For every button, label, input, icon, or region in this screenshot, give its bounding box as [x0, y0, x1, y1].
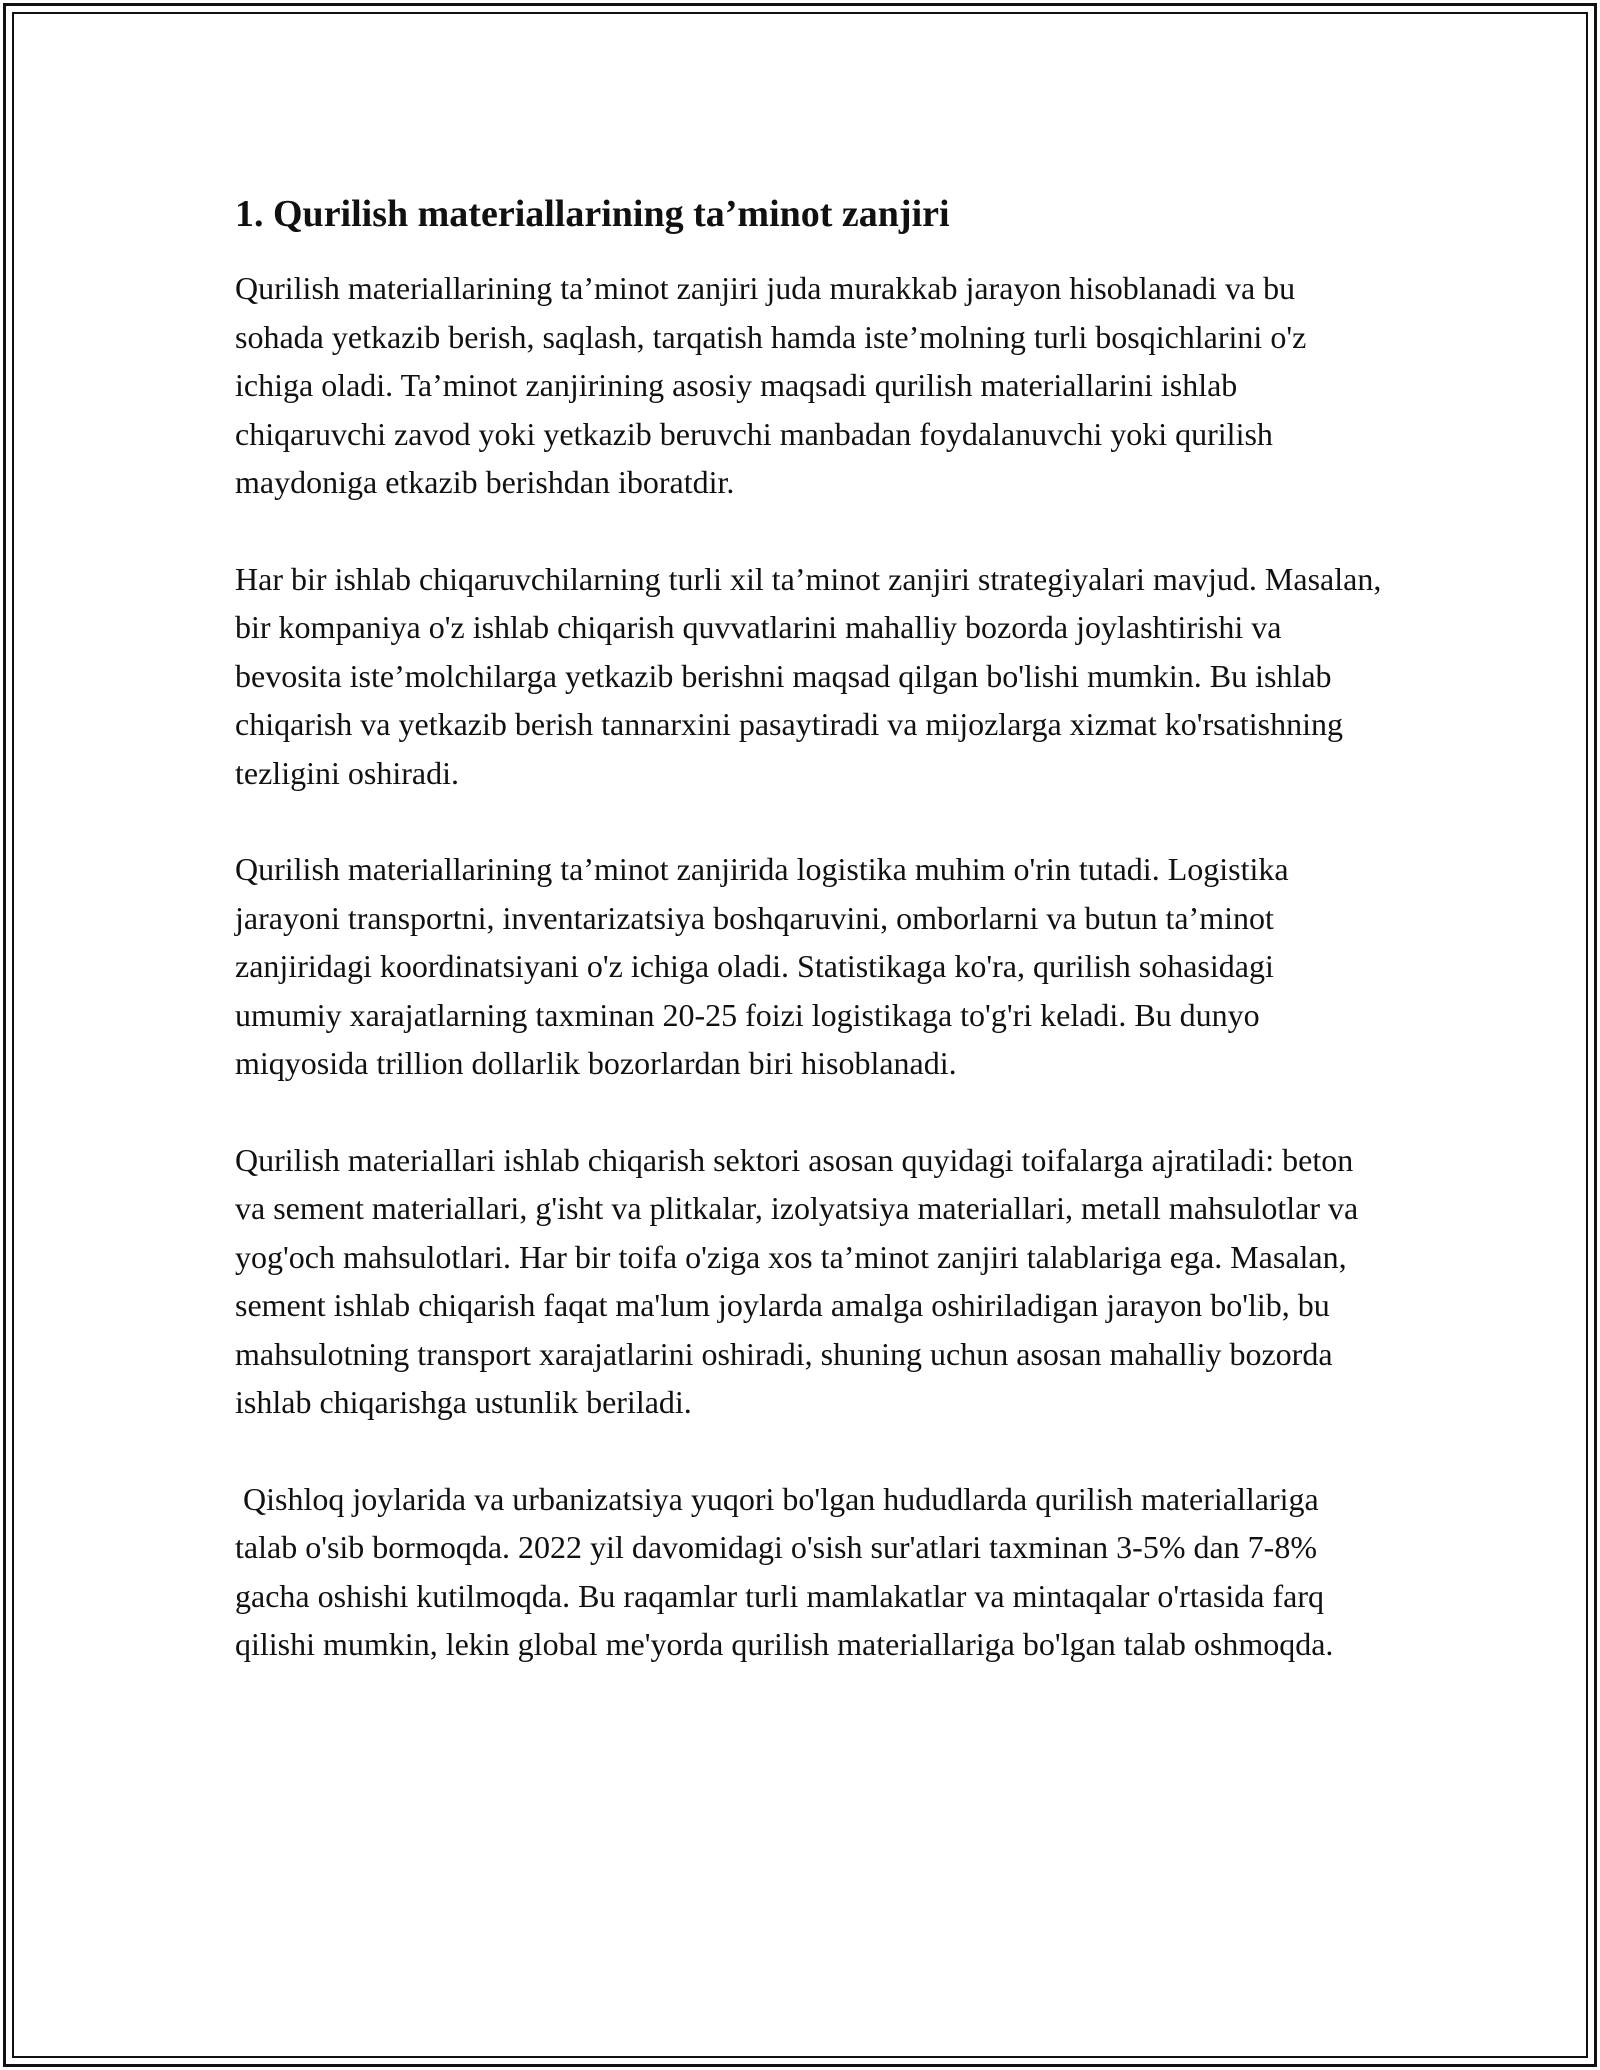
section-heading: 1. Qurilish materiallarining ta’minot zanjiri [235, 193, 950, 235]
paragraph-4: Qurilish materiallari ishlab chiqarish sektori asosan quyidagi toifalarga ajratiladi: beton va sement materiallari, g'isht va plitkalar, izolyatsiya materiallari, metall mahsulotlar va yog'och mahsulotlari. Har bir toifa o'ziga xos ta’minot zanjiri talablariga ega. Masalan, sement ishlab chiqarish faqat ma'lum joylarda amalga oshiriladigan jarayon bo'lib, bu mahsulotning transport xarajatlarini oshiradi, shuning uchun asosan mahalliy bozorda ishlab chiqarishga ustunlik beriladi. [235, 1141, 1367, 1420]
paragraph-3: Qurilish materiallarining ta’minot zanjirida logistika muhim o'rin tutadi. Logistika jarayoni transportni, inventarizatsiya boshqaruvini, omborlarni va butun ta’minot zanjiridagi koordinatsiyani o'z ichiga oladi. Statistikaga ko'ra, qurilish sohasidagi umumiy xarajatlarning taxminan 20-25 foizi logistikaga to'g'ri keladi. Bu dunyo miqyosida trillion dollarlik bozorlardan biri hisoblanadi. [235, 851, 1297, 1081]
paragraph-2: Har bir ishlab chiqaruvchilarning turli xil ta’minot zanjiri strategiyalari mavjud. Masalan, bir kompaniya o'z ishlab chiqarish quvvatlarini mahalliy bozorda joylashtirishi va bevosita iste’molchilarga yetkazib berishni maqsad qilgan bo'lishi mumkin. Bu ishlab chiqarish va yetkazib berish tannarxini pasaytiradi va mijozlarga xizmat ko'rsatishning tezligini oshiradi. [235, 560, 1390, 791]
paragraph-5: Qishloq joylarida va urbanizatsiya yuqori bo'lgan hududlarda qurilish materiallariga talab o'sib bormoqda. 2022 yil davomidagi o'sish sur'atlari taxminan 3-5% dan 7-8% gacha oshishi kutilmoqda. Bu raqamlar turli mamlakatlar va mintaqalar o'rtasida farq qilishi mumkin, lekin global me'yorda qurilish materiallariga bo'lgan talab oshmoqda. [235, 1480, 1334, 1662]
paragraph-1: Qurilish materiallarining ta’minot zanjiri juda murakkab jarayon hisoblanadi va bu sohada yetkazib berish, saqlash, tarqatish hamda iste’molning turli bosqichlarini o'z ichiga oladi. Ta’minot zanjirining asosiy maqsadi qurilish materiallarini ishlab chiqaruvchi zavod yoki yetkazib beruvchi manbadan foydalanuvchi yoki qurilish maydoniga etkazib berishdan iboratdir. [235, 270, 1315, 500]
document-body [235, 188, 1390, 1669]
